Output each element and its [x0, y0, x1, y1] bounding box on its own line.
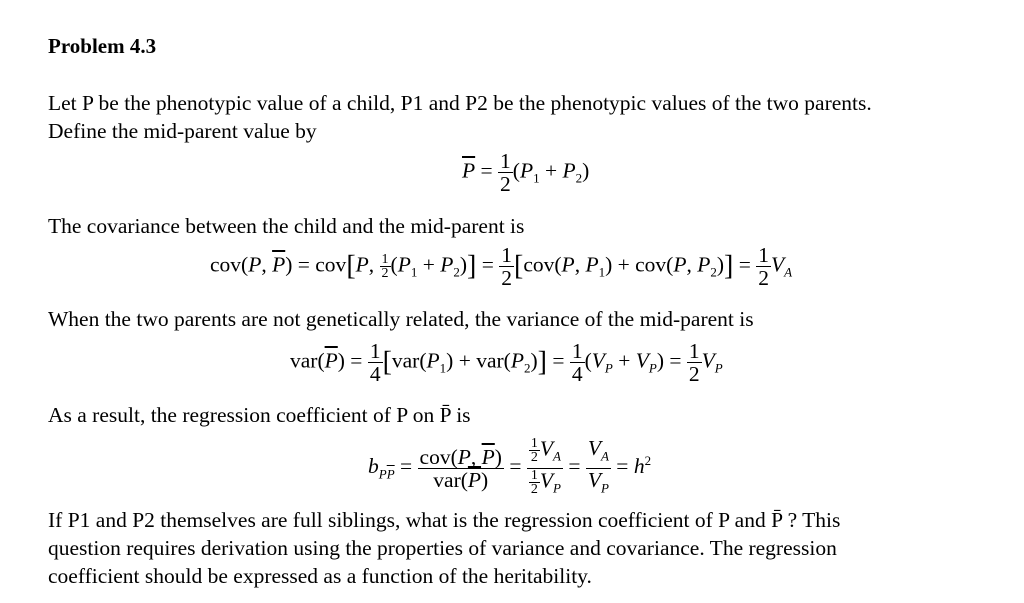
question-line-2: question requires derivation using the properties of variance and covariance. The regression: [48, 536, 837, 560]
equation-midparent: $\overline{P}$ = $\frac{1}{2}$ $(P_1 + P_2)$: [462, 149, 590, 196]
equation-covariance: cov(P, $\overline{P}) = cov[P$, $\frac{1}{2}$ $(P_1 + P_2)$] = $\frac{1}{2}$ [cov(P, $P_1) + cov(P$, $P_2$)] = $\frac{1}{2}$ $V_A$: [210, 243, 793, 290]
equation-regression: $b_{P\overline{P}}$ = $\frac{cov(P, \overline{P})}{var(\overline{P})}$ = $\frac{1}{2}$ $V_A$ $\frac{1}{2}$ $V_P$ = $\frac{V_A}{V_P}$ = $h^2$: [368, 436, 652, 497]
variance-text: When the two parents are not genetically related, the variance of the mid-parent is: [48, 307, 754, 331]
regression-text: As a result, the regression coefficient of P on P̄ is: [48, 403, 471, 427]
intro-paragraph: [48, 89, 872, 145]
question-line-1: If P1 and P2 themselves are full siblings, what is the regression coefficient of P and P̄ ? This: [48, 508, 841, 532]
covariance-text: The covariance between the child and the mid-parent is: [48, 214, 525, 238]
question-paragraph: [48, 506, 840, 590]
intro-line-2: Define the mid-parent value by: [48, 119, 317, 143]
question-line-3: coefficient should be expressed as a function of the heritability.: [48, 564, 592, 588]
intro-line-1: Let P be the phenotypic value of a child, P1 and P2 be the phenotypic values of the two parents.: [48, 91, 872, 115]
problem-title: Problem 4.3: [48, 34, 157, 58]
equation-variance: $var(\overline{P})$ = $\frac{1}{4}$ $[var(P_1) + var(P_2)]$ = $\frac{1}{4}$ $(V_P + V_P)$ = $\frac{1}{2}$ $V_P$: [290, 339, 723, 386]
